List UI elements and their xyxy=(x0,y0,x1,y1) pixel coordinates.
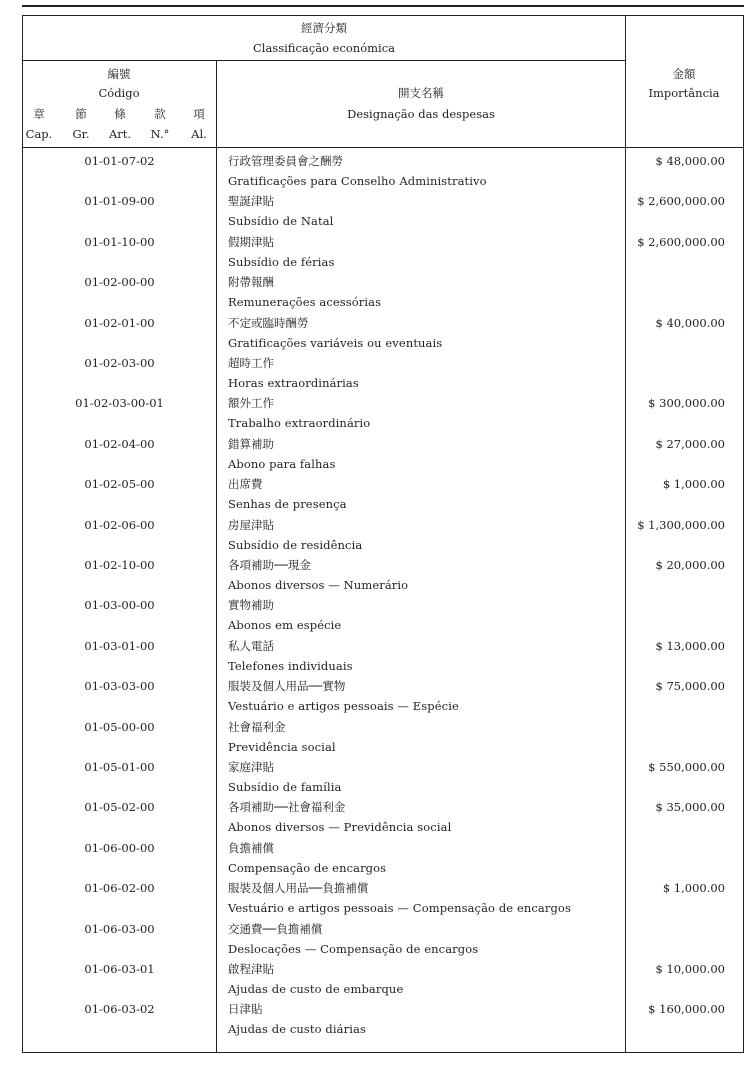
table-row xyxy=(23,476,743,516)
table-row xyxy=(23,557,743,597)
row-code: 01-05-00-00 xyxy=(84,719,155,734)
row-code: 01-02-10-00 xyxy=(84,558,155,572)
row-amount: $ 13,000.00 xyxy=(655,638,725,653)
row-amount: $ 48,000.00 xyxy=(655,154,725,168)
row-designation-zh: 錯算補助 xyxy=(228,436,274,451)
table-row xyxy=(23,193,743,233)
row-amount: $ 10,000.00 xyxy=(655,962,725,976)
header-al-zh: 項 xyxy=(193,107,205,121)
row-amount: $ 40,000.00 xyxy=(655,315,725,330)
header-designation-pt: Designação das despesas xyxy=(347,107,495,121)
header-divider-classification xyxy=(23,60,625,61)
table-row xyxy=(23,638,743,678)
row-designation-pt: Abonos em espécie xyxy=(228,618,342,633)
table-row xyxy=(23,315,743,355)
row-designation-zh: 負擔補償 xyxy=(228,840,274,855)
row-code: 01-02-04-00 xyxy=(84,436,155,451)
table-row xyxy=(23,799,743,839)
row-designation-pt: Horas extraordinárias xyxy=(228,376,359,390)
row-designation-pt: Trabalho extraordinário xyxy=(228,416,371,431)
header-gr-pt: Gr. xyxy=(72,127,90,141)
row-designation-pt: Gratificações para Conselho Administrativo xyxy=(228,174,487,188)
row-code: 01-05-02-00 xyxy=(84,800,155,815)
row-designation-zh: 私人電話 xyxy=(228,638,274,653)
row-amount: $ 550,000.00 xyxy=(648,760,725,774)
table-row xyxy=(23,921,743,961)
row-amount: $ 2,600,000.00 xyxy=(637,234,725,249)
table-row xyxy=(23,153,743,193)
row-code: 01-02-06-00 xyxy=(84,517,155,532)
row-amount: $ 1,300,000.00 xyxy=(637,517,725,532)
row-code: 01-02-01-00 xyxy=(84,315,155,330)
top-rule xyxy=(22,5,744,7)
row-designation-pt: Compensação de encargos xyxy=(228,860,387,875)
row-designation-pt: Subsídio de residência xyxy=(228,537,363,552)
header-art-zh: 條 xyxy=(114,107,126,121)
row-amount: $ 35,000.00 xyxy=(655,800,725,815)
header-no-pt: N.° xyxy=(150,127,170,141)
table-row xyxy=(23,234,743,274)
row-code: 01-06-03-02 xyxy=(84,1002,155,1017)
table-row xyxy=(23,436,743,476)
header-gr-zh: 節 xyxy=(75,107,87,121)
header-amount-zh: 金額 xyxy=(672,67,696,81)
header-al-pt: Al. xyxy=(191,127,207,141)
row-code: 01-03-03-00 xyxy=(84,679,155,694)
header-classification-pt: Classificação económica xyxy=(252,41,396,55)
row-code: 01-05-01-00 xyxy=(84,760,155,774)
row-designation-zh: 聖誕津貼 xyxy=(228,194,274,209)
table-row xyxy=(23,759,743,799)
table-row xyxy=(23,274,743,314)
row-designation-zh: 交通費──負擔補償 xyxy=(228,921,323,936)
row-code: 01-06-03-01 xyxy=(84,962,155,976)
row-designation-zh: 啟程津貼 xyxy=(228,962,274,976)
row-designation-zh: 日津貼 xyxy=(228,1002,263,1017)
row-designation-zh: 不定或臨時酬勞 xyxy=(228,315,309,330)
row-designation-zh: 家庭津貼 xyxy=(228,760,274,774)
row-designation-pt: Senhas de presença xyxy=(228,497,347,512)
row-code: 01-01-10-00 xyxy=(84,234,155,249)
row-code: 01-02-03-00 xyxy=(84,356,155,370)
row-amount: $ 75,000.00 xyxy=(655,679,725,694)
row-amount: $ 300,000.00 xyxy=(648,396,725,411)
table-row xyxy=(23,880,743,920)
row-code: 01-01-07-02 xyxy=(84,154,155,168)
row-amount: $ 2,600,000.00 xyxy=(637,194,725,209)
row-designation-pt: Remunerações acessórias xyxy=(228,295,382,310)
row-designation-zh: 房屋津貼 xyxy=(228,517,274,532)
row-designation-zh: 額外工作 xyxy=(228,396,274,411)
row-designation-pt: Abono para falhas xyxy=(228,456,336,471)
header-art-pt: Art. xyxy=(108,127,132,141)
row-designation-pt: Deslocações — Compensação de encargos xyxy=(228,941,479,956)
header-no-zh: 款 xyxy=(154,107,166,121)
header-code-pt: Código xyxy=(98,86,140,100)
row-designation-pt: Vestuário e artigos pessoais — Compensação de encargos xyxy=(228,901,571,916)
row-designation-zh: 超時工作 xyxy=(228,356,274,370)
row-designation-zh: 行政管理委員會之酬勞 xyxy=(228,154,343,168)
row-amount: $ 27,000.00 xyxy=(655,436,725,451)
row-designation-zh: 社會福利金 xyxy=(228,719,286,734)
row-designation-zh: 服裝及個人用品──負擔補償 xyxy=(228,881,369,896)
row-designation-pt: Abonos diversos — Numerário xyxy=(228,578,409,592)
header-cap-pt: Cap. xyxy=(25,127,53,141)
row-code: 01-06-03-00 xyxy=(84,921,155,936)
row-designation-pt: Gratificações variáveis ou eventuais xyxy=(228,335,443,350)
row-designation-zh: 各項補助──現金 xyxy=(228,558,311,572)
table-row xyxy=(23,597,743,637)
row-code: 01-02-05-00 xyxy=(84,477,155,492)
header-bottom-rule xyxy=(23,147,743,148)
row-code: 01-03-00-00 xyxy=(84,598,155,613)
row-designation-pt: Ajudas de custo diárias xyxy=(228,1022,366,1037)
header-amount-pt: Importância xyxy=(648,86,720,100)
row-code: 01-02-00-00 xyxy=(84,275,155,290)
table-row xyxy=(23,719,743,759)
row-designation-pt: Previdência social xyxy=(228,739,336,754)
row-code: 01-01-09-00 xyxy=(84,194,155,209)
row-code: 01-03-01-00 xyxy=(84,638,155,653)
row-designation-zh: 假期津貼 xyxy=(228,234,274,249)
row-designation-pt: Subsídio de família xyxy=(228,780,342,794)
row-code: 01-02-03-00-01 xyxy=(75,396,164,411)
row-designation-pt: Vestuário e artigos pessoais — Espécie xyxy=(228,699,459,714)
table-row xyxy=(23,355,743,395)
row-designation-pt: Telefones individuais xyxy=(228,658,353,673)
header-designation-zh: 開支名稱 xyxy=(398,86,444,100)
row-amount: $ 160,000.00 xyxy=(648,1002,725,1017)
header-code-zh: 編號 xyxy=(107,67,131,81)
row-designation-zh: 出席費 xyxy=(228,477,263,492)
row-amount: $ 20,000.00 xyxy=(655,558,725,572)
header-classification-zh: 經濟分類 xyxy=(301,21,347,35)
row-designation-pt: Ajudas de custo de embarque xyxy=(228,982,404,996)
row-amount: $ 1,000.00 xyxy=(662,881,725,896)
row-designation-zh: 服裝及個人用品──實物 xyxy=(228,679,346,694)
row-designation-pt: Abonos diversos — Previdência social xyxy=(228,820,452,835)
row-code: 01-06-00-00 xyxy=(84,840,155,855)
budget-table xyxy=(22,15,744,1053)
row-amount: $ 1,000.00 xyxy=(662,477,725,492)
row-code: 01-06-02-00 xyxy=(84,881,155,896)
row-designation-pt: Subsídio de Natal xyxy=(228,214,334,229)
row-designation-pt: Subsídio de férias xyxy=(228,254,335,269)
row-designation-zh: 實物補助 xyxy=(228,598,274,613)
table-row xyxy=(23,961,743,1001)
row-designation-zh: 各項補助──社會福利金 xyxy=(228,800,346,815)
table-row xyxy=(23,1001,743,1041)
header-cap-zh: 章 xyxy=(33,107,45,121)
table-row xyxy=(23,517,743,557)
table-row xyxy=(23,395,743,435)
row-designation-zh: 附帶報酬 xyxy=(228,275,274,290)
table-row xyxy=(23,678,743,718)
table-row xyxy=(23,840,743,880)
